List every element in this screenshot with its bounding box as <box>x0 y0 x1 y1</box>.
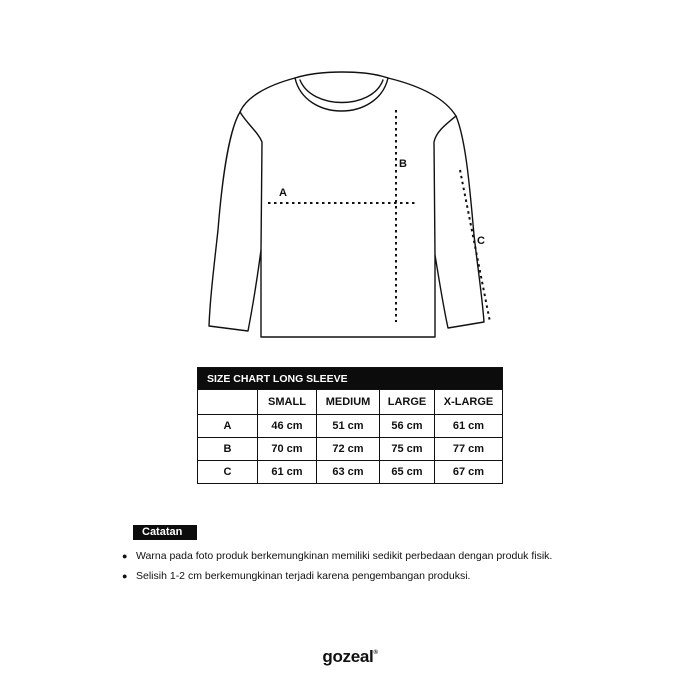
cell-a-large: 56 cm <box>380 415 435 438</box>
cell-c-large: 65 cm <box>380 461 435 484</box>
left-sleeve-seam <box>240 112 262 250</box>
cell-c-medium: 63 cm <box>317 461 380 484</box>
right-sleeve-seam <box>434 116 456 255</box>
header-large: LARGE <box>380 390 435 415</box>
table-row <box>198 438 503 461</box>
registered-mark: ® <box>373 650 378 656</box>
measure-b-label: B <box>399 158 407 170</box>
cell-a-x-large: 61 cm <box>435 415 503 438</box>
cell-a-medium: 51 cm <box>317 415 380 438</box>
brand-name: gozeal <box>322 647 374 666</box>
size-chart-header-row <box>198 390 503 415</box>
measure-c-label: C <box>477 235 485 247</box>
brand-logo <box>0 647 700 667</box>
cell-b-medium: 72 cm <box>317 438 380 461</box>
shirt-collar-outer <box>295 78 388 111</box>
shirt-outline <box>209 78 484 337</box>
cell-b-large: 75 cm <box>380 438 435 461</box>
table-row <box>198 461 503 484</box>
cell-c-small: 61 cm <box>258 461 317 484</box>
size-chart-title-row <box>198 368 503 390</box>
row-label-c: C <box>198 461 258 484</box>
shirt-collar-inner <box>300 80 383 103</box>
header-corner-cell <box>198 390 258 415</box>
size-chart-title: SIZE CHART LONG SLEEVE <box>198 368 503 390</box>
cell-b-small: 70 cm <box>258 438 317 461</box>
note-item: ● Selisih 1-2 cm berkemungkinan terjadi karena pengembangan produksi. <box>120 566 552 586</box>
cell-b-x-large: 77 cm <box>435 438 503 461</box>
header-medium: MEDIUM <box>317 390 380 415</box>
cell-c-x-large: 67 cm <box>435 461 503 484</box>
row-label-a: A <box>198 415 258 438</box>
notes-title: Catatan <box>133 525 197 540</box>
shirt-collar-back <box>295 72 388 78</box>
note-item: ● Warna pada foto produk berkemungkinan memiliki sedikit perbedaan dengan produk fisik. <box>120 546 552 566</box>
notes-list <box>120 546 552 586</box>
cell-a-small: 46 cm <box>258 415 317 438</box>
row-label-b: B <box>198 438 258 461</box>
table-row <box>198 415 503 438</box>
header-x-large: X-LARGE <box>435 390 503 415</box>
size-chart-table <box>197 367 503 484</box>
measure-a-label: A <box>279 187 287 199</box>
header-small: SMALL <box>258 390 317 415</box>
